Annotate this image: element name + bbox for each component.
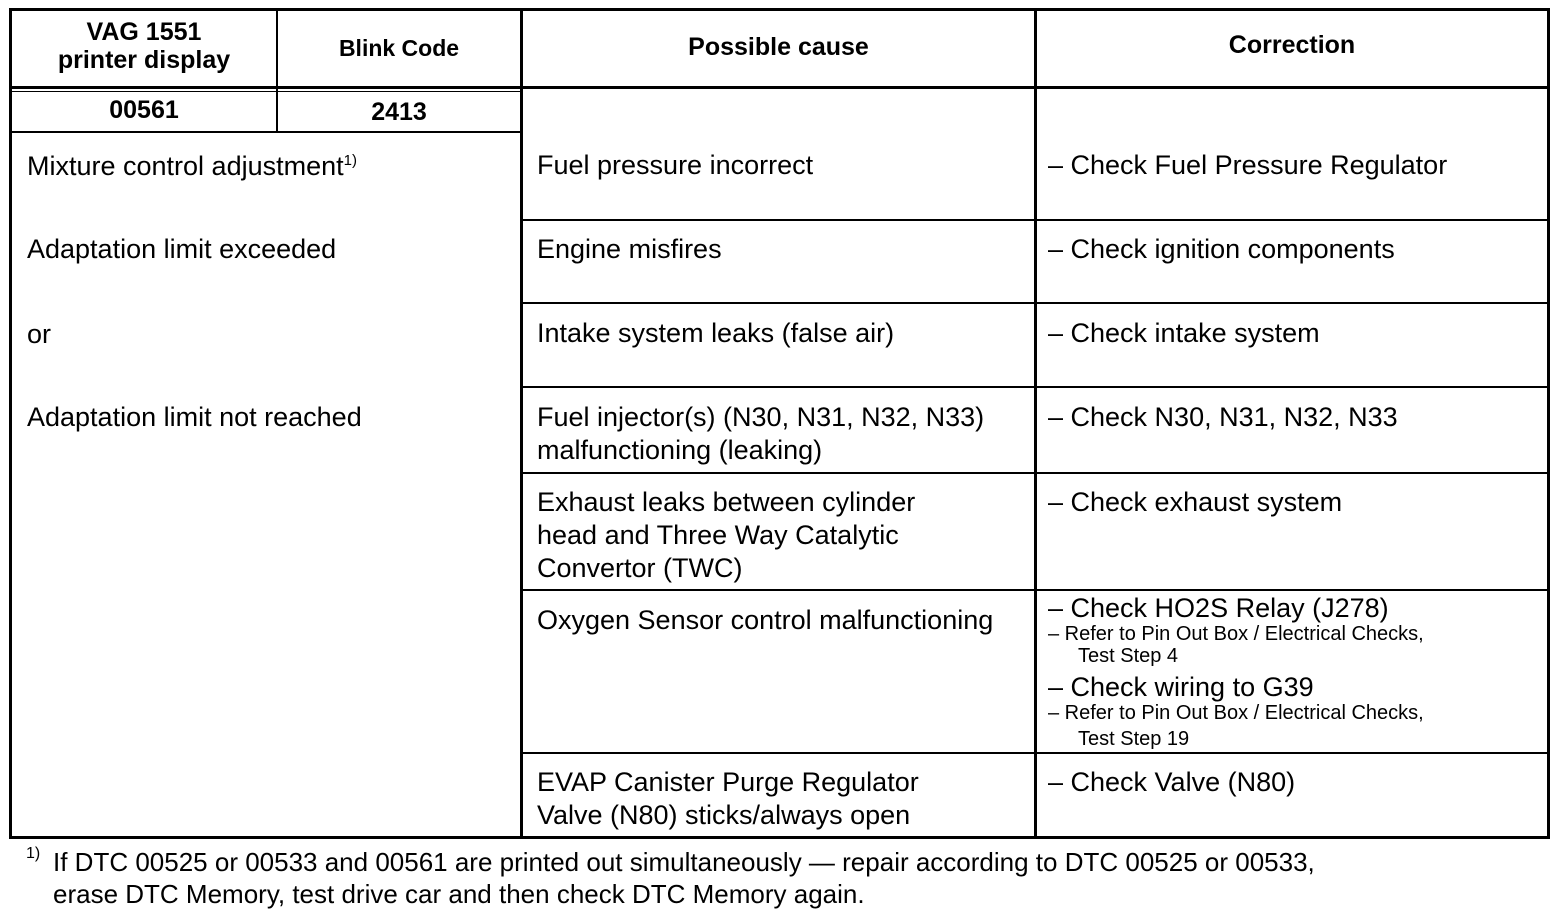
correction-ho2s-relay-sub1: – Refer to Pin Out Box / Electrical Checks,	[1048, 623, 1424, 645]
table-border-bottom	[9, 836, 1550, 839]
row-divider-6	[520, 752, 1550, 754]
cause-evap-canister-line1: EVAP Canister Purge Regulator	[537, 767, 919, 797]
footnote-ref: 1)	[343, 152, 357, 169]
footnote-mark: 1)	[26, 845, 41, 862]
footnote-line1: If DTC 00525 or 00533 and 00561 are printed out simultaneously — repair according to DTC 00525 or 00533,	[53, 847, 1315, 877]
header-possible-cause: Possible cause	[688, 33, 869, 61]
header-printer-display	[12, 18, 276, 74]
col-divider-3	[1034, 8, 1037, 839]
fault-description-1	[27, 150, 357, 183]
cause-exhaust-leaks-line1: Exhaust leaks between cylinder	[537, 487, 916, 517]
dtc-code: 00561	[109, 96, 179, 124]
cause-fuel-injectors	[537, 401, 984, 467]
cause-engine-misfires: Engine misfires	[537, 234, 722, 264]
correction-wiring-g39: – Check wiring to G39	[1048, 672, 1314, 702]
correction-injectors: – Check N30, N31, N32, N33	[1048, 402, 1398, 432]
cause-fuel-injectors-line2: malfunctioning (leaking)	[537, 435, 823, 465]
cause-fuel-injectors-line1: Fuel injector(s) (N30, N31, N32, N33)	[537, 402, 985, 432]
correction-intake: – Check intake system	[1048, 318, 1320, 348]
row-divider-5	[520, 589, 1550, 591]
cause-fuel-pressure: Fuel pressure incorrect	[537, 150, 814, 180]
row-divider-1	[520, 219, 1550, 221]
code-row-divider	[9, 131, 522, 133]
cause-exhaust-leaks-line3: Convertor (TWC)	[537, 553, 743, 583]
cause-exhaust-leaks-line2: head and Three Way Catalytic	[537, 520, 899, 550]
correction-wiring-g39-sub1: – Refer to Pin Out Box / Electrical Checks,	[1048, 702, 1424, 724]
header-blink-code: Blink Code	[338, 35, 460, 61]
cause-intake-leaks: Intake system leaks (false air)	[537, 318, 895, 348]
header-divider	[9, 86, 1550, 89]
cause-exhaust-leaks	[537, 486, 915, 585]
correction-ho2s-relay-sub2: Test Step 4	[1078, 645, 1179, 667]
correction-fuel-pressure: – Check Fuel Pressure Regulator	[1048, 150, 1448, 180]
table-border-right	[1547, 8, 1550, 839]
fault-description-2: Adaptation limit exceeded	[27, 234, 337, 264]
correction-ho2s-relay: – Check HO2S Relay (J278)	[1048, 593, 1389, 623]
fault-description-1-text: Mixture control adjustment	[27, 151, 344, 181]
header-correction: Correction	[1228, 31, 1356, 59]
fault-description-3: or	[27, 319, 52, 349]
row-divider-4	[520, 472, 1550, 474]
row-divider-3	[520, 386, 1550, 388]
table-border-top	[9, 8, 1550, 11]
cause-evap-canister-line2: Valve (N80) sticks/always open	[537, 800, 911, 830]
header-printer-display-line2: printer display	[57, 46, 231, 74]
header-divider-2	[9, 91, 520, 92]
correction-valve-n80: – Check Valve (N80)	[1048, 767, 1296, 797]
cause-oxygen-sensor: Oxygen Sensor control malfunctioning	[537, 605, 994, 635]
cause-evap-canister	[537, 766, 919, 832]
correction-wiring-g39-sub2: Test Step 19	[1078, 728, 1190, 750]
correction-exhaust: – Check exhaust system	[1048, 487, 1343, 517]
row-divider-2	[520, 302, 1550, 304]
fault-description-4: Adaptation limit not reached	[27, 402, 362, 432]
correction-ignition: – Check ignition components	[1048, 234, 1395, 264]
blink-code: 2413	[371, 98, 427, 126]
footnote-line2: erase DTC Memory, test drive car and then check DTC Memory again.	[53, 879, 865, 909]
header-printer-display-line1: VAG 1551	[86, 18, 202, 46]
